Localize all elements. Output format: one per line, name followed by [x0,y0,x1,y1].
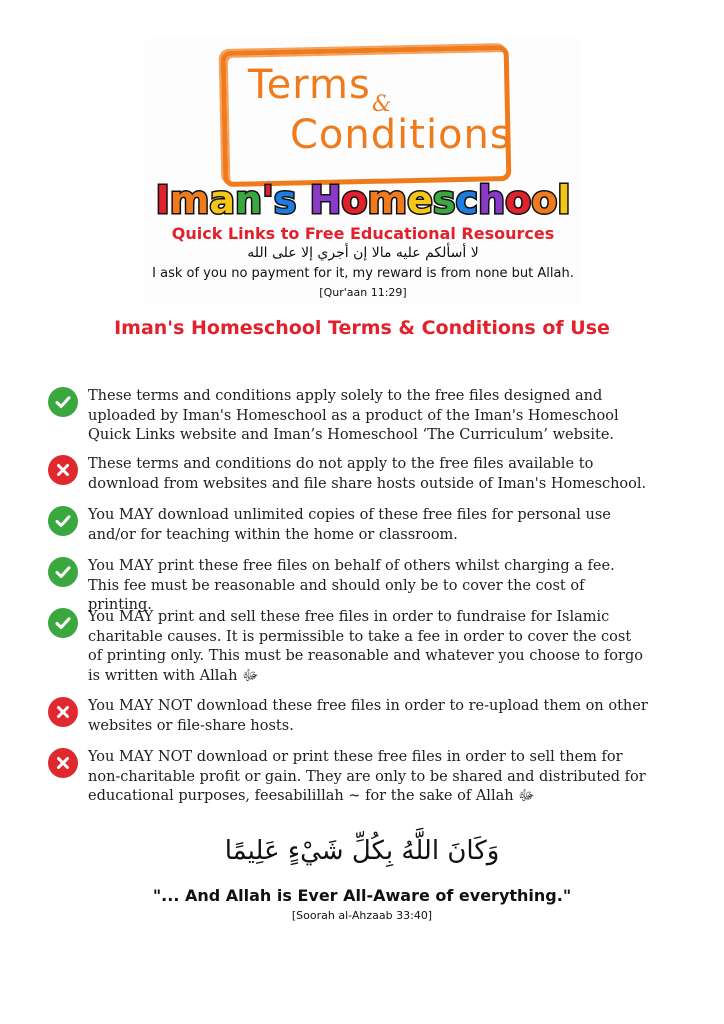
rule-item [48,748,648,807]
rule-item [48,387,648,446]
rule-text: These terms and conditions apply solely to the free files designed and uploaded by Iman's Homeschool as a product of the Iman's Homeschool Quick Links website and Iman’s Homeschool ‘The Curriculum’ website. [88,388,619,443]
rule-item [48,557,648,616]
logo-letter: ' [262,178,274,222]
check-icon [48,387,78,417]
logo-letter: o [341,178,368,222]
logo-letter: a [209,178,236,222]
page-title: Iman's Homeschool Terms & Conditions of Use [114,317,610,339]
logo-letter: l [557,178,571,222]
terms-ampersand: & [372,92,392,117]
logo-letter: s [273,178,297,222]
logo-letter: h [478,178,506,222]
closing-arabic: وَكَانَ اللَّهُ بِكُلِّ شَيْءٍ عَلِيمًا [224,836,500,866]
logo-letter: m [169,178,210,222]
closing-reference: [Soorah al-Ahzaab 33:40] [291,909,433,922]
conditions-heading: Conditions [290,112,512,158]
logo-letter: m [367,178,408,222]
check-icon [48,608,78,638]
check-icon [48,506,78,536]
rule-item [48,455,648,494]
rule-text: These terms and conditions do not apply to the free files available to download from websites and file share hosts outside of Iman's Homeschool. [88,456,647,492]
rule-item [48,697,648,736]
logo-letter: H [309,178,342,222]
closing-quote: "... And Allah is Ever All-Aware of everything." [152,886,572,905]
cross-icon [48,697,78,727]
rule-text: You MAY print these free files on behalf of others whilst charging a fee. This fee must be reasonable and should only be to cover the cost of printing. [88,558,615,613]
logo-letter: o [531,178,558,222]
rule-text: You MAY print and sell these free files in order to fundraise for Islamic charitable causes. It is permissible to take a fee in order to cover the cost of printing only. This must be reasonable and whatever you choose to forgo is written with Allah ﷻ [88,609,643,684]
check-icon [48,557,78,587]
logo-letter: e [407,178,433,222]
cross-icon [48,748,78,778]
logo-title [151,178,575,222]
logo-letter: o [505,178,532,222]
arabic-quote: لا أسألكم عليه مالا إن أجري إلا على الله [247,245,479,261]
cross-icon [48,455,78,485]
rule-item [48,506,648,545]
english-quote: I ask of you no payment for it, my reward is from none but Allah. [152,266,574,281]
rule-text: You MAY NOT download or print these free files in order to sell them for non-charitable profit or gain. They are only to be shared and distributed for educational purposes, feesabilillah ~ for the sake of Allah ﷻ [88,749,646,804]
logo-subtitle: Quick Links to Free Educational Resources [171,224,555,243]
rule-text: You MAY NOT download these free files in order to re-upload them on other websites or file-share hosts. [88,698,648,734]
logo-letter: s [432,178,456,222]
logo-letter: c [455,178,479,222]
rule-item [48,608,648,686]
logo-letter: I [155,178,170,222]
terms-heading: Terms [248,62,371,108]
quote-reference: [Qur'aan 11:29] [319,286,407,299]
logo-letter [296,178,309,222]
rule-text: You MAY download unlimited copies of these free files for personal use and/or for teaching within the home or classroom. [88,507,611,543]
logo-letter: n [235,178,263,222]
